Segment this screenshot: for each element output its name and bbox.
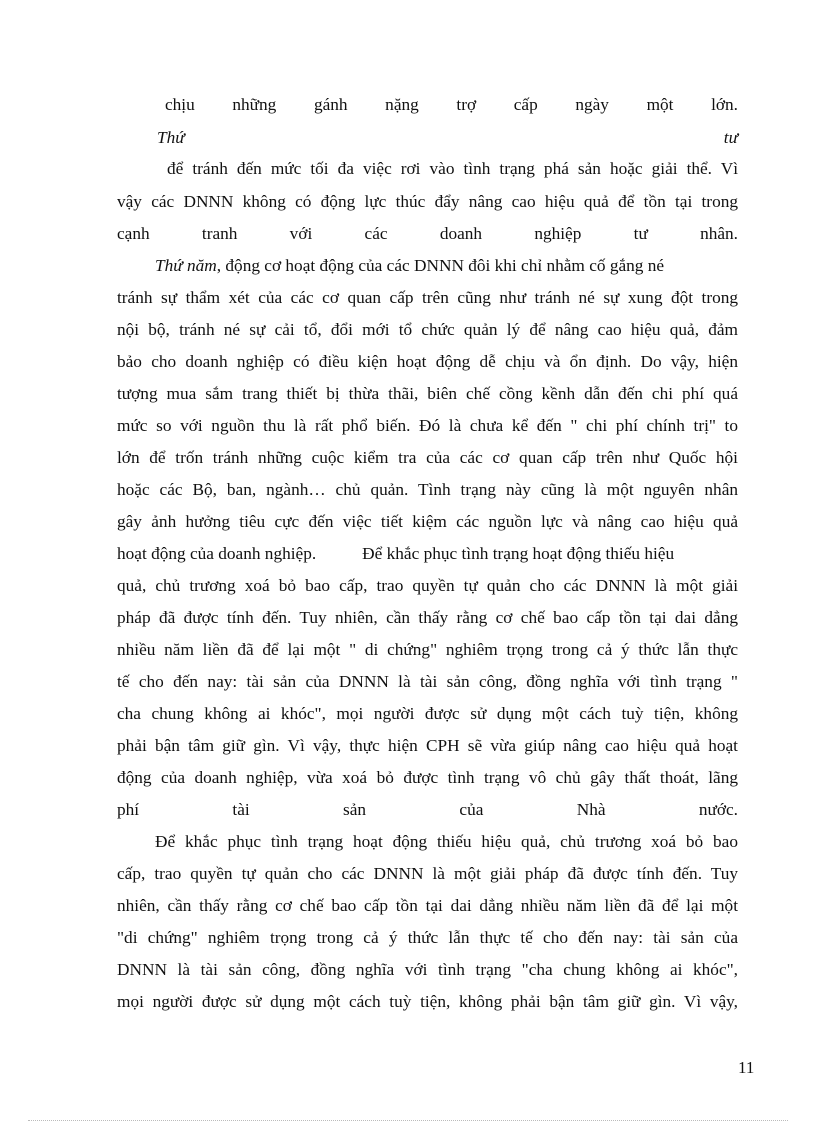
text-line-9: bảo cho doanh nghiệp có điều kiện hoạt động dễ chịu và ổn định. Do vậy, hiện — [117, 352, 738, 371]
text-line-23: phí tài sản của Nhà nước. — [117, 800, 738, 819]
text-line-15 — [117, 542, 738, 566]
page-number: 11 — [738, 1058, 755, 1077]
text-line-4: vậy các DNNN không có động lực thúc đẩy nâng cao hiệu quả để tồn tại trong — [117, 192, 738, 211]
text-line-25: cấp, trao quyền tự quản cho các DNNN là một giải pháp đã được tính đến. Tuy — [117, 864, 738, 883]
text-line-6-rest: , động cơ hoạt động của các DNNN đôi khi chỉ nhằm cố gắng né — [216, 256, 665, 275]
text-line-22: động của doanh nghiệp, vừa xoá bỏ được tình trạng vô chủ gây thất thoát, lãng — [117, 768, 738, 787]
text-line-28: DNNN là tài sản công, đồng nghĩa với tình trạng "cha chung không ai khóc", — [117, 960, 738, 979]
text-line-18: nhiều năm liền đã để lại một " di chứng" nghiêm trọng trong cả ý thức lẫn thực — [117, 640, 738, 659]
text-line-2: Thứ tư — [157, 128, 738, 147]
text-line-10: tượng mua sắm trang thiết bị thừa thãi, biên chế cồng kềnh dẫn đến chi phí quá — [117, 384, 738, 403]
text-line-14: gây ảnh hưởng tiêu cực đến việc tiết kiệm các nguồn lực và nâng cao hiệu quả — [117, 512, 738, 531]
text-line-12: lớn để trốn tránh những cuộc kiểm tra của các cơ quan cấp trên như Quốc hội — [117, 448, 738, 467]
text-line-15-b: Để khắc phục tình trạng hoạt động thiếu hiệu — [362, 544, 675, 563]
text-line-29: mọi người được sử dụng một cách tuỳ tiện, không phải bận tâm giữ gìn. Vì vậy, — [117, 992, 738, 1011]
text-line-15-a: hoạt động của doanh nghiệp. — [117, 544, 317, 563]
text-line-27: "di chứng" nghiêm trọng trong cả ý thức lẫn thực tế cho đến nay: tài sản của — [117, 928, 738, 947]
text-line-21: phải bận tâm giữ gìn. Vì vậy, thực hiện CPH sẽ vừa giúp nâng cao hiệu quả hoạt — [117, 736, 738, 755]
text-line-17: pháp đã được tính đến. Tuy nhiên, cần thấy rằng cơ chế bao cấp tồn tại dai dẳng — [117, 608, 738, 627]
text-line-11: mức so với nguồn thu là rất phổ biến. Đó là chưa kể đến " chi phí chính trị" to — [117, 416, 738, 435]
text-line-19: tế cho đến nay: tài sản của DNNN là tài sản công, đồng nghĩa với tình trạng " — [117, 672, 738, 691]
text-line-5: cạnh tranh với các doanh nghiệp tư nhân. — [117, 224, 738, 243]
text-line-16: quả, chủ trương xoá bỏ bao cấp, trao quyền tự quản cho các DNNN là một giải — [117, 576, 738, 595]
text-line-13: hoặc các Bộ, ban, ngành… chủ quản. Tình trạng này cũng là một nguyên nhân — [117, 480, 738, 499]
text-line-1: chịu những gánh nặng trợ cấp ngày một lớn. — [165, 95, 738, 114]
text-line-24: Để khắc phục tình trạng hoạt động thiếu hiệu quả, chủ trương xoá bỏ bao — [155, 832, 738, 851]
text-line-3: để tránh đến mức tối đa việc rơi vào tình trạng phá sản hoặc giải thể. Vì — [167, 159, 738, 178]
text-line-7: tránh sự thẩm xét của các cơ quan cấp trên cũng như tránh né sự xung đột trong — [117, 288, 738, 307]
text-line-8: nội bộ, tránh né sự cải tổ, đổi mới tổ chức quản lý để nâng cao hiệu quả, đảm — [117, 320, 738, 339]
text-line-26: nhiên, cần thấy rằng cơ chế bao cấp tồn tại dai dẳng nhiều năm liền đã để lại một — [117, 896, 738, 915]
paragraph-thu-nam — [155, 254, 738, 278]
text-line-20: cha chung không ai khóc", mọi người được sử dụng một cách tuỳ tiện, không — [117, 704, 738, 723]
page-bottom-rule — [28, 1120, 788, 1121]
emphasis-thu-nam: Thứ năm — [155, 256, 217, 275]
